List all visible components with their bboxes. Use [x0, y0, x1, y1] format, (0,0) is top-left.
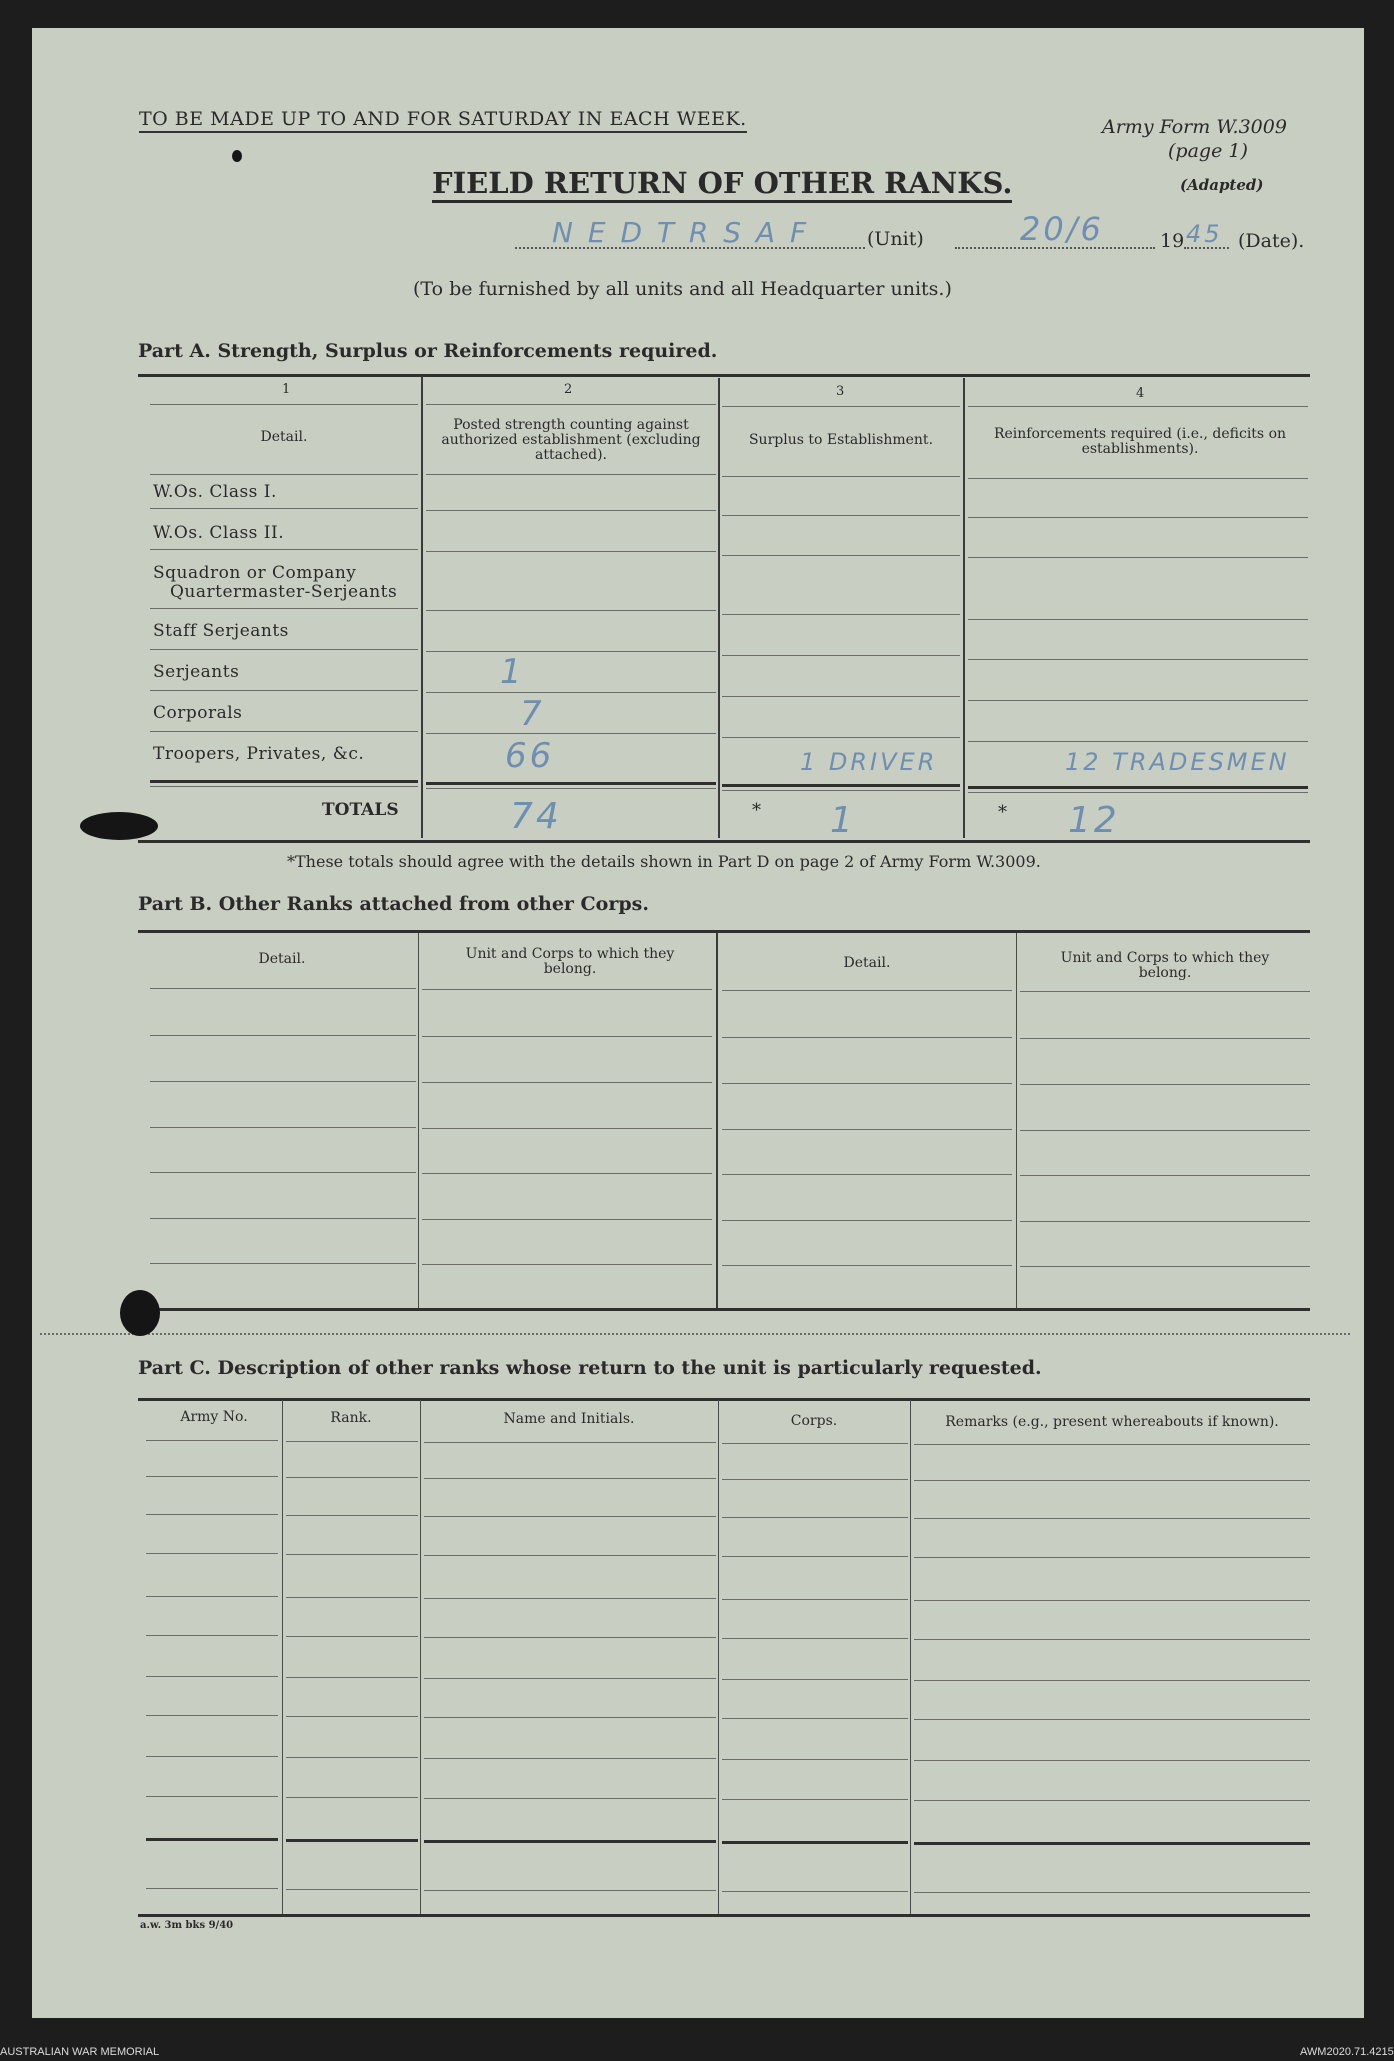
- part-a-rule: [968, 619, 1308, 620]
- part-c-rule: [722, 1841, 908, 1844]
- part-c-rule: [722, 1891, 908, 1892]
- punch-hole: [80, 812, 158, 840]
- totals-surplus-asterisk: *: [752, 800, 761, 821]
- part-a-header-rule-4: [968, 478, 1308, 479]
- part-c-rule: [722, 1517, 908, 1518]
- part-a-rule: [150, 731, 418, 732]
- part-b-rule: [150, 1263, 416, 1264]
- part-b-rule: [422, 1264, 712, 1265]
- part-a-colhdr-reinf: Reinforcements required (i.e., deficits on establishments).: [993, 426, 1287, 457]
- totals-reinf-asterisk: *: [998, 802, 1007, 823]
- part-c-rule: [722, 1718, 908, 1719]
- page-title: FIELD RETURN OF OTHER RANKS.: [432, 166, 1012, 203]
- date-value: 20/6: [1020, 210, 1104, 248]
- part-c-top-rule: [138, 1398, 1310, 1401]
- part-c-rule: [424, 1717, 716, 1718]
- part-b-rule: [150, 1218, 416, 1219]
- part-a-row-cqms-line2: Quartermaster-Serjeants: [170, 582, 398, 602]
- part-c-rule: [146, 1635, 278, 1636]
- part-a-rule: [150, 649, 418, 650]
- year-value: 45: [1186, 220, 1223, 248]
- print-code: a.w. 3m bks 9/40: [140, 1920, 234, 1931]
- part-b-rule: [1020, 1038, 1310, 1039]
- part-c-rule: [424, 1516, 716, 1517]
- posted-troopers: 66: [505, 736, 555, 776]
- part-c-rule: [146, 1756, 278, 1757]
- part-b-colhdr-detail-2: Detail.: [843, 955, 891, 971]
- part-b-rule: [722, 1129, 1012, 1130]
- part-a-row-cpl: Corporals: [153, 703, 243, 723]
- part-a-rule: [968, 517, 1308, 518]
- part-a-totals-rule: [968, 792, 1308, 793]
- part-c-rule: [914, 1842, 1310, 1845]
- unit-value: N E D T R S A F: [552, 216, 810, 249]
- part-a-col-sep-3: [963, 378, 965, 838]
- part-c-rule: [286, 1716, 418, 1717]
- part-a-num-rule-2: [426, 404, 716, 405]
- part-a-colnum-1: 1: [282, 382, 291, 397]
- totals-label: TOTALS: [322, 800, 399, 820]
- part-c-rule: [722, 1556, 908, 1557]
- part-a-row-wo2: W.Os. Class II.: [153, 523, 285, 543]
- part-c-rule: [914, 1444, 1310, 1445]
- date-label: (Date).: [1238, 230, 1305, 252]
- posted-serjeants: 1: [500, 652, 525, 692]
- part-c-rule: [146, 1796, 278, 1797]
- part-c-rule: [914, 1892, 1310, 1893]
- part-c-rule: [286, 1677, 418, 1678]
- part-b-rule: [422, 989, 712, 990]
- part-c-rule: [914, 1480, 1310, 1481]
- part-a-totals-rule: [722, 790, 960, 791]
- part-a-rule: [426, 651, 716, 652]
- part-a-rule: [426, 551, 716, 552]
- part-c-rule: [146, 1514, 278, 1515]
- part-c-col-sep-4: [910, 1400, 911, 1915]
- part-a-num-rule-4: [968, 406, 1308, 407]
- part-b-col-sep-3: [1016, 933, 1017, 1308]
- part-c-rule: [286, 1597, 418, 1598]
- part-b-rule: [722, 1037, 1012, 1038]
- part-a-rule: [150, 690, 418, 691]
- part-b-rule: [422, 1219, 712, 1220]
- part-a-rule: [722, 737, 960, 738]
- part-b-col-sep-2: [716, 933, 718, 1308]
- part-b-rule: [1020, 1221, 1310, 1222]
- year-prefix: 19: [1160, 230, 1185, 252]
- part-c-rule: [914, 1719, 1310, 1720]
- part-a-totals-rule: [968, 786, 1308, 789]
- part-c-rule: [286, 1797, 418, 1798]
- part-a-header-rule-2: [426, 474, 716, 475]
- part-c-rule: [424, 1840, 716, 1843]
- part-a-rule: [722, 614, 960, 615]
- part-c-rule: [146, 1553, 278, 1554]
- part-b-colhdr-unit-2: Unit and Corps to which they belong.: [1060, 950, 1270, 981]
- part-c-rule: [914, 1600, 1310, 1601]
- part-b-rule: [150, 1172, 416, 1173]
- part-a-totals-rule: [722, 784, 960, 787]
- part-c-rule: [286, 1839, 418, 1842]
- part-b-rule: [1020, 991, 1310, 992]
- part-c-colhdr-remarks: Remarks (e.g., present whereabouts if known).: [945, 1414, 1279, 1430]
- part-b-rule: [722, 1174, 1012, 1175]
- part-a-bottom-rule: [138, 840, 1310, 843]
- part-c-rule: [146, 1440, 278, 1441]
- part-c-rule: [286, 1636, 418, 1637]
- perforation-line: [40, 1333, 1350, 1335]
- part-c-heading: Part C. Description of other ranks whose return to the unit is particularly requested.: [138, 1357, 1042, 1379]
- part-a-colhdr-posted: Posted strength counting against authorized establishment (excluding attached).: [441, 417, 701, 463]
- part-a-rule: [426, 610, 716, 611]
- part-a-num-rule-3: [722, 406, 960, 407]
- part-c-bottom-rule: [138, 1914, 1310, 1917]
- part-b-heading: Part B. Other Ranks attached from other Corps.: [138, 893, 649, 915]
- part-a-rule: [722, 655, 960, 656]
- part-c-rule: [722, 1799, 908, 1800]
- part-c-rule: [722, 1479, 908, 1480]
- part-a-rule: [426, 692, 716, 693]
- part-c-rule: [914, 1639, 1310, 1640]
- part-b-rule: [422, 1128, 712, 1129]
- part-c-colhdr-corps: Corps.: [790, 1413, 838, 1429]
- part-b-colhdr-detail-1: Detail.: [258, 951, 306, 967]
- part-c-rule: [424, 1598, 716, 1599]
- part-a-rule: [968, 741, 1308, 742]
- part-c-colhdr-armyno: Army No.: [180, 1409, 248, 1425]
- part-a-row-staffsjt: Staff Serjeants: [153, 621, 289, 641]
- part-c-rule: [914, 1760, 1310, 1761]
- part-c-rule: [146, 1715, 278, 1716]
- part-b-top-rule: [138, 930, 1310, 933]
- part-c-rule: [424, 1442, 716, 1443]
- unit-label: (Unit): [867, 228, 924, 250]
- part-c-rule: [424, 1758, 716, 1759]
- form-page: (page 1): [1168, 140, 1248, 162]
- part-a-colnum-4: 4: [1136, 386, 1145, 401]
- part-a-header-rule-3: [722, 476, 960, 477]
- totals-reinf: 12: [1068, 800, 1120, 841]
- part-a-rule: [150, 608, 418, 609]
- part-c-rule: [286, 1889, 418, 1890]
- part-c-rule: [424, 1478, 716, 1479]
- surplus-troopers: 1 DRIVER: [800, 748, 938, 776]
- part-c-rule: [286, 1554, 418, 1555]
- part-a-num-rule-1: [150, 404, 418, 405]
- part-a-footnote: *These totals should agree with the details shown in Part D on page 2 of Army Form W.3009.: [287, 852, 1041, 871]
- part-a-rule: [150, 549, 418, 550]
- part-a-rule: [426, 510, 716, 511]
- part-c-col-sep-3: [718, 1400, 719, 1915]
- part-a-rule: [968, 700, 1308, 701]
- part-a-colhdr-detail: Detail.: [260, 429, 308, 445]
- part-c-rule: [424, 1798, 716, 1799]
- part-b-colhdr-unit-1: Unit and Corps to which they belong.: [465, 946, 675, 977]
- part-a-totals-rule: [426, 782, 716, 785]
- part-c-rule: [722, 1599, 908, 1600]
- credit-left: AUSTRALIAN WAR MEMORIAL: [0, 2046, 160, 2058]
- part-c-rule: [424, 1555, 716, 1556]
- part-c-col-sep-1: [282, 1400, 283, 1915]
- part-a-row-pte: Troopers, Privates, &c.: [153, 744, 365, 764]
- part-c-rule: [146, 1596, 278, 1597]
- part-c-rule: [722, 1443, 908, 1444]
- part-a-top-rule: [138, 374, 1310, 377]
- part-c-rule: [146, 1676, 278, 1677]
- part-a-rule: [150, 508, 418, 509]
- part-c-colhdr-name: Name and Initials.: [503, 1411, 635, 1427]
- part-b-rule: [422, 1036, 712, 1037]
- part-a-row-cqms: Squadron or Company: [153, 563, 357, 583]
- part-c-rule: [286, 1757, 418, 1758]
- form-adapted: (Adapted): [1180, 176, 1264, 194]
- furnished-note: (To be furnished by all units and all Headquarter units.): [413, 278, 952, 300]
- part-b-rule: [1020, 1175, 1310, 1176]
- totals-surplus: 1: [830, 800, 856, 841]
- part-a-col-sep-1: [421, 376, 423, 838]
- top-instruction: TO BE MADE UP TO AND FOR SATURDAY IN EACH WEEK.: [139, 108, 747, 133]
- part-a-header-rule-1: [150, 474, 418, 475]
- part-b-rule: [1020, 1130, 1310, 1131]
- part-c-rule: [286, 1477, 418, 1478]
- part-a-totals-rule: [150, 780, 418, 783]
- part-b-rule: [422, 1082, 712, 1083]
- part-b-rule: [722, 1220, 1012, 1221]
- part-c-rule: [286, 1515, 418, 1516]
- part-c-rule: [146, 1476, 278, 1477]
- part-a-totals-rule: [150, 786, 418, 787]
- part-a-rule: [722, 515, 960, 516]
- ink-spot: [232, 150, 242, 162]
- part-b-rule: [150, 1127, 416, 1128]
- totals-posted: 74: [510, 796, 562, 837]
- part-a-colnum-2: 2: [564, 382, 573, 397]
- part-a-colnum-3: 3: [836, 384, 845, 399]
- part-a-rule: [426, 733, 716, 734]
- part-c-rule: [914, 1518, 1310, 1519]
- part-c-rule: [914, 1680, 1310, 1681]
- part-a-rule: [722, 555, 960, 556]
- part-b-rule: [722, 990, 1012, 991]
- part-b-bottom-rule: [138, 1308, 1310, 1311]
- punch-hole: [120, 1290, 160, 1336]
- part-b-rule: [1020, 1084, 1310, 1085]
- part-a-rule: [968, 659, 1308, 660]
- part-c-rule: [286, 1441, 418, 1442]
- part-a-heading: Part A. Strength, Surplus or Reinforcements required.: [138, 340, 718, 362]
- part-c-rule: [424, 1890, 716, 1891]
- part-a-rule: [722, 696, 960, 697]
- part-b-rule: [422, 1173, 712, 1174]
- part-c-colhdr-rank: Rank.: [330, 1410, 372, 1426]
- part-c-rule: [722, 1638, 908, 1639]
- credit-right: AWM2020.71.4215: [1300, 2046, 1394, 2058]
- part-c-rule: [914, 1800, 1310, 1801]
- part-c-rule: [424, 1678, 716, 1679]
- part-a-row-wo1: W.Os. Class I.: [153, 482, 277, 502]
- reinf-troopers: 12 TRADESMEN: [1065, 748, 1290, 776]
- part-b-rule: [722, 1083, 1012, 1084]
- part-b-rule: [1020, 1266, 1310, 1267]
- part-a-colhdr-surplus: Surplus to Establishment.: [748, 432, 934, 448]
- part-c-rule: [146, 1888, 278, 1889]
- part-b-rule: [150, 1081, 416, 1082]
- part-c-rule: [146, 1838, 278, 1841]
- part-c-rule: [424, 1637, 716, 1638]
- form-id: Army Form W.3009: [1102, 116, 1287, 138]
- part-a-col-sep-2: [718, 378, 720, 838]
- part-c-rule: [722, 1679, 908, 1680]
- part-b-col-sep-1: [418, 933, 419, 1308]
- part-b-rule: [722, 1265, 1012, 1266]
- part-b-rule: [150, 1035, 416, 1036]
- part-a-rule: [968, 557, 1308, 558]
- part-c-col-sep-2: [420, 1400, 421, 1915]
- part-c-rule: [722, 1759, 908, 1760]
- part-c-rule: [914, 1557, 1310, 1558]
- part-b-rule: [150, 988, 416, 989]
- part-a-row-sjt: Serjeants: [153, 662, 240, 682]
- part-a-totals-rule: [426, 788, 716, 789]
- posted-corporals: 7: [520, 694, 545, 734]
